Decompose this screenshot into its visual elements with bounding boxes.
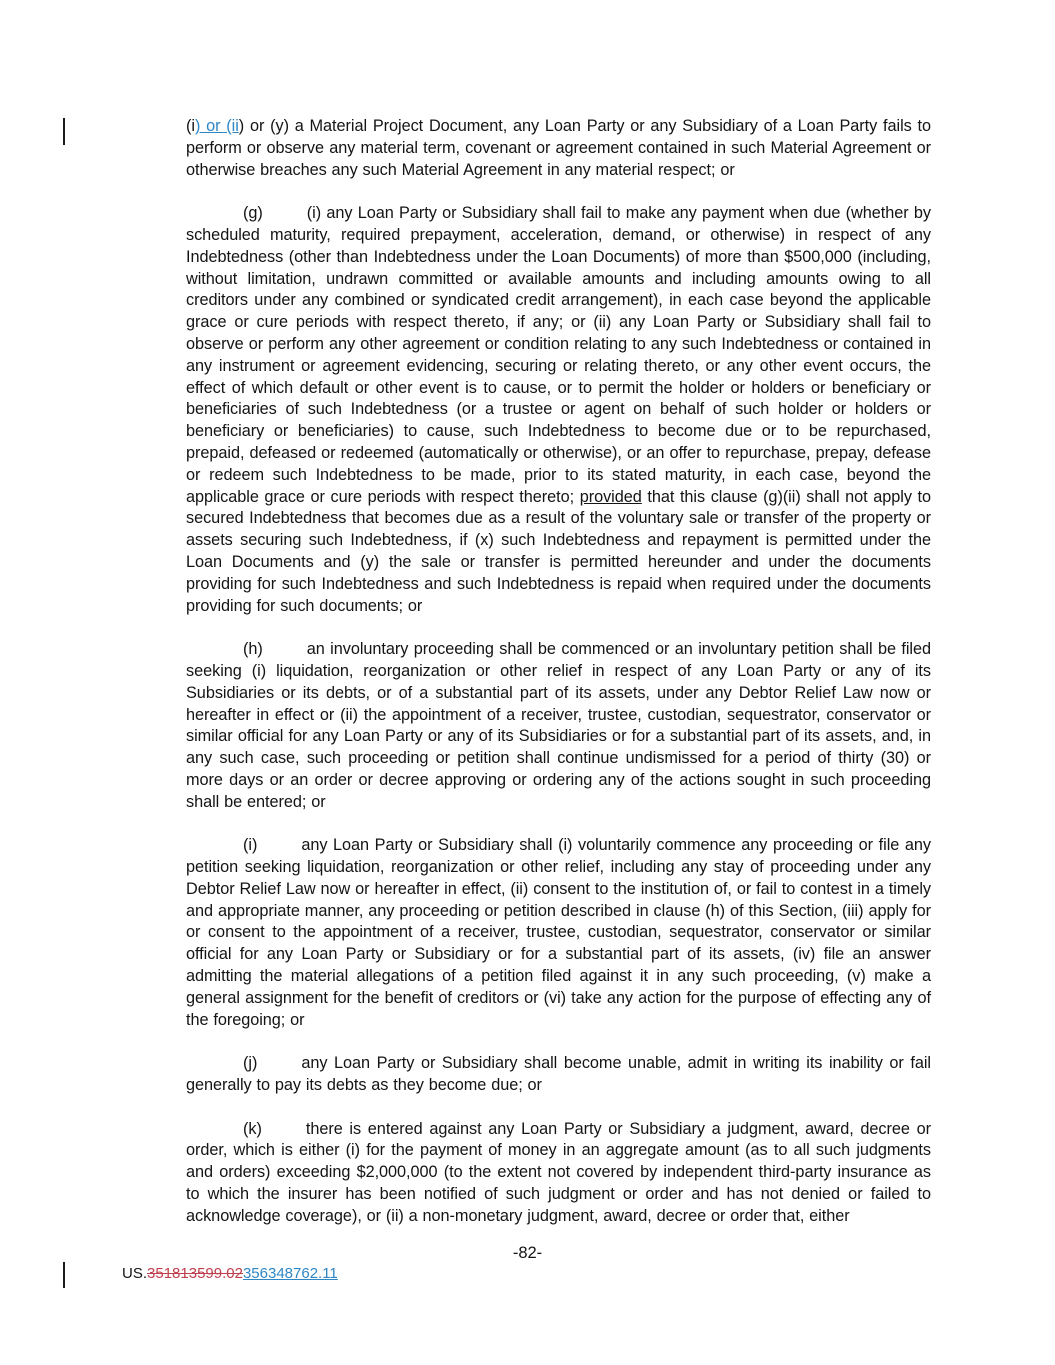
text-run: any Loan Party or Subsidiary shall become unable, admit in writing its inability or fail generally to pay its debts as they become due; or: [186, 1054, 936, 1095]
paragraph-label: (j): [243, 1054, 258, 1073]
paragraph-label: (i): [243, 836, 258, 855]
tab-indent: [263, 653, 307, 654]
paragraph-k: [186, 1119, 936, 1228]
tab-indent: [262, 1133, 306, 1134]
paragraph-label: (k): [243, 1119, 262, 1138]
tab-indent: [257, 1067, 301, 1068]
text-run: ) or (y) a Material Project Document, any Loan Party or any Subsidiary of a Loan Party fails to perform or observe any material term, covenant or agreement contained in such Material Agreement or otherwise breaches any such Material Agreement in any material respect; or: [186, 117, 936, 179]
paragraph-g: [186, 203, 936, 617]
tab-indent: [186, 1067, 243, 1068]
change-bar-bottom: [63, 1262, 65, 1288]
page-number: -82-: [512, 1244, 543, 1262]
text-run: (i: [186, 117, 195, 135]
text-run: (i) any Loan Party or Subsidiary shall fail to make any payment when due (whether by scheduled maturity, required prepayment, acceleration, demand, or otherwise) in respect of any Indebtedness (other than Indebtedness under the Loan Documents) of more than $500,000 (including, without limitation, undrawn committed or available amounts and including amounts owing to all creditors under any combined or syndicated credit arrangement), in each case beyond the applicable grace or cure periods with respect thereto, if any; or (ii) any Loan Party or Subsidiary shall fail to observe or perform any other agreement or condition relating to any such Indebtedness or contained in any instrument or agreement evidencing, securing or relating thereto, or any other event occurs, the effect of which default or other event is to cause, or to permit the holder or holders or beneficiary or beneficiaries of such Indebtedness (or a trustee or agent on behalf of such holder or holders or beneficiary or beneficiaries) to cause, such Indebtedness to become due or to be repurchased, prepaid, defeased or redeemed (automatically or otherwise), or an offer to repurchase, prepay, defease or redeem such Indebtedness to be made, prior to its stated maturity, in each case, beyond the applicable grace or cure periods with respect thereto;: [186, 204, 936, 506]
doc-id-prefix: US.: [122, 1265, 148, 1282]
tab-indent: [257, 849, 301, 850]
tab-indent: [186, 653, 243, 654]
tab-indent: [186, 1133, 243, 1134]
document-body: [186, 116, 936, 1249]
paragraph-continuation: [186, 116, 936, 181]
tab-indent: [263, 217, 307, 218]
change-bar-top: [63, 118, 65, 145]
paragraph-h: [186, 639, 936, 813]
doc-id-inserted-text: 356348762.11: [242, 1265, 338, 1282]
text-run: there is entered against any Loan Party or Subsidiary a judgment, award, decree or order, which is either (i) for the payment of money in an aggregate amount (as to all such judgments and orders) exceeding $2,000,000 (to the extent not covered by independent third-party insurance as to which the insurer has been notified of such judgment or order and has not denied or failed to acknowledge coverage), or (ii) a non-monetary judgment, award, decree or order that, either: [186, 1119, 936, 1225]
document-id-footer: [122, 1264, 338, 1283]
text-run: an involuntary proceeding shall be commenced or an involuntary petition shall be filed seeking (i) liquidation, reorganization or other relief in respect of any Loan Party or any of its Subsidiaries or its debts, or of a substantial part of its assets, under any Debtor Relief Law now or hereafter in effect or (ii) the appointment of a receiver, trustee, custodian, sequestrator, conservator or similar official for any Loan Party or any of its Subsidiaries or for a substantial part of its assets, and, in any such case, such proceeding or petition shall continue undismissed for a period of thirty (30) or more days or an order or decree approving or ordering any of the actions sought in such proceeding shall be entered; or: [186, 640, 936, 811]
tab-indent: [186, 849, 243, 850]
underlined-text: provided: [579, 487, 642, 506]
paragraph-j: [186, 1053, 936, 1097]
paragraph-i: [186, 835, 936, 1031]
tab-indent: [186, 217, 243, 218]
inserted-text: ) or (ii: [194, 117, 239, 135]
paragraph-label: (h): [243, 640, 263, 659]
text-run: that this clause (g)(ii) shall not apply to secured Indebtedness that becomes due as a result of the voluntary sale or transfer of the property or assets securing such Indebtedness, if (x) such Indebtedness and repayment is permitted under the Loan Documents and (y) the sale or transfer is permitted hereunder and under the documents providing for such Indebtedness and such Indebtedness is repaid when required under the documents providing for such documents; or: [186, 487, 936, 615]
paragraph-label: (g): [243, 204, 263, 223]
doc-id-deleted-text: 351813599.02: [147, 1265, 243, 1282]
text-run: any Loan Party or Subsidiary shall (i) voluntarily commence any proceeding or file any petition seeking liquidation, reorganization or other relief, including any stay of proceeding under any Debtor Relief Law now or hereafter in effect, (ii) consent to the institution of, or fail to contest in a timely and appropriate manner, any proceeding or petition described in clause (h) of this Section, (iii) apply for or consent to the appointment of a receiver, trustee, custodian, sequestrator, conservator or similar official for any Loan Party or Subsidiary or for a substantial part of its assets, (iv) file an answer admitting the material allegations of a petition filed against it in any such proceeding, (v) make a general assignment for the benefit of creditors or (vi) take any action for the purpose of effecting any of the foregoing; or: [186, 836, 936, 1029]
